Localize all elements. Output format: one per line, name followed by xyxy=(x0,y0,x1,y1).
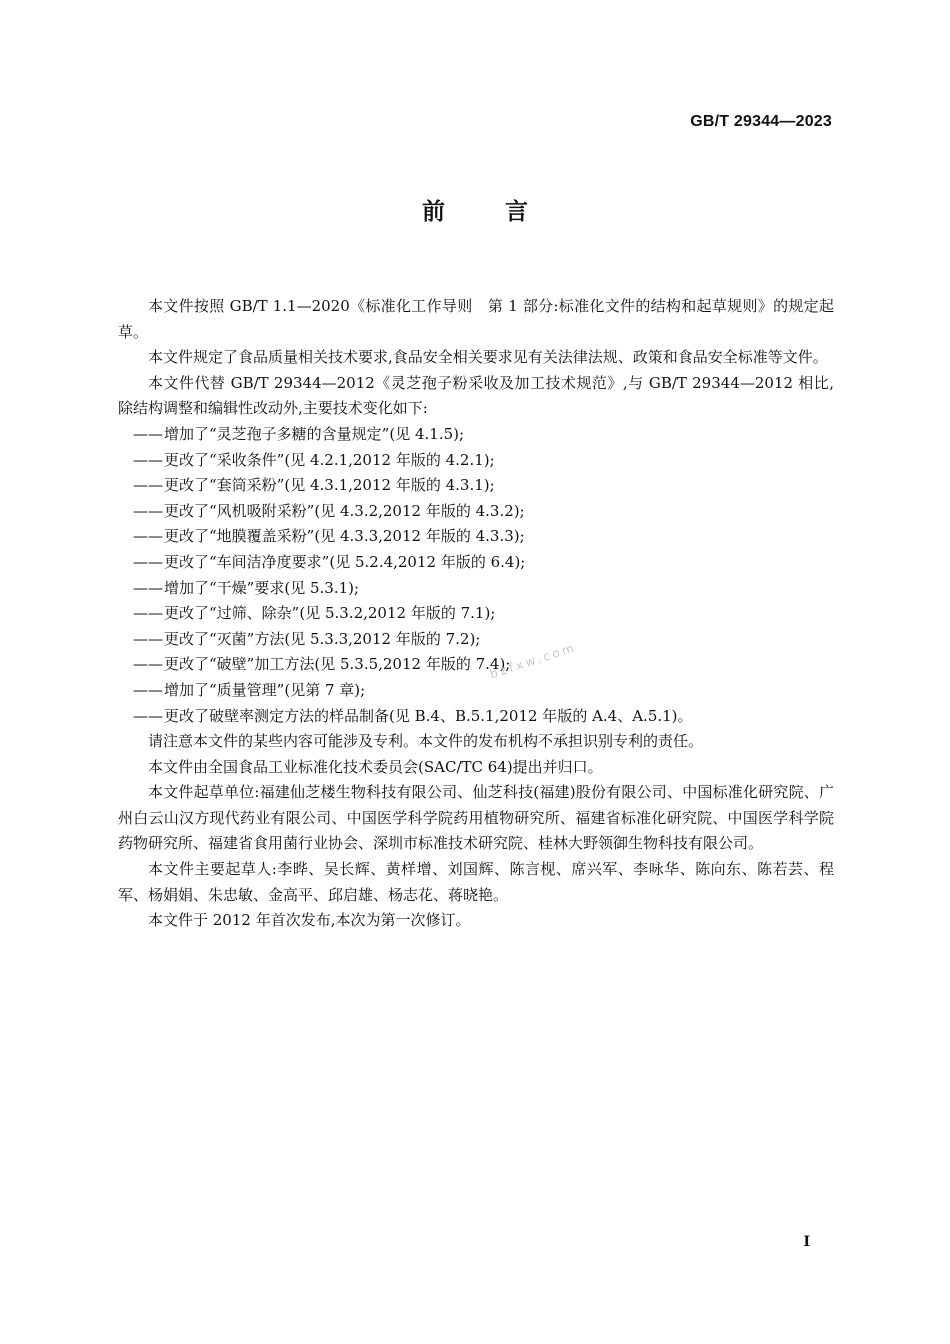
dash: —— xyxy=(133,527,163,546)
change-text: 更改了“车间洁净度要求”(见 5.2.4,2012 年版的 6.4); xyxy=(164,552,526,571)
list-item xyxy=(118,576,834,602)
changes-list xyxy=(118,422,834,729)
dash: —— xyxy=(133,629,163,648)
change-text: 增加了“干燥”要求(见 5.3.1); xyxy=(164,578,360,597)
change-text: 更改了“套筒采粉”(见 4.3.1,2012 年版的 4.3.1); xyxy=(164,476,495,495)
dash: —— xyxy=(133,552,163,571)
dash: —— xyxy=(133,680,163,699)
change-text: 更改了“地膜覆盖采粉”(见 4.3.3,2012 年版的 4.3.3); xyxy=(164,527,525,546)
change-text: 更改了“风机吸附采粉”(见 4.3.2,2012 年版的 4.3.2); xyxy=(164,501,525,520)
paragraph-replacement: 本文件代替 GB/T 29344—2012《灵芝孢子粉采收及加工技术规范》,与 GB/T 29344—2012 相比,除结构调整和编辑性改动外,主要技术变化如下: xyxy=(118,373,834,418)
list-item xyxy=(118,448,834,474)
change-text: 更改了“采收条件”(见 4.2.1,2012 年版的 4.2.1); xyxy=(164,450,495,469)
paragraph-drafting-units: 本文件起草单位:福建仙芝楼生物科技有限公司、仙芝科技(福建)股份有限公司、中国标准化研究院、广州白云山汉方现代药业有限公司、中国医学科学院药用植物研究所、福建省标准化研究院、中国医学科学院药物研究所、福建省食用菌行业协会、深圳市标准技术研究院、桂林大野领御生物科技有限公司。 xyxy=(118,783,834,853)
change-text: 增加了“质量管理”(见第 7 章); xyxy=(164,680,366,699)
paragraph-drafting-rules: 本文件按照 GB/T 1.1—2020《标准化工作导则 第 1 部分:标准化文件的结构和起草规则》的规定起草。 xyxy=(118,297,834,341)
list-item xyxy=(118,473,834,499)
paragraph-proposer: 本文件由全国食品工业标准化技术委员会(SAC/TC 64)提出并归口。 xyxy=(148,757,603,776)
list-item xyxy=(118,524,834,550)
dash: —— xyxy=(133,424,163,443)
list-item xyxy=(118,422,834,448)
list-item xyxy=(118,678,834,704)
paragraph-scope: 本文件规定了食品质量相关技术要求,食品安全相关要求见有关法律法规、政策和食品安全标准等文件。 xyxy=(148,348,828,367)
dash: —— xyxy=(133,578,163,597)
page-title: 前 言 xyxy=(421,199,554,225)
list-item xyxy=(118,499,834,525)
standard-code: GB/T 29344—2023 xyxy=(690,113,832,130)
page-number: I xyxy=(803,1234,810,1250)
change-text: 更改了破壁率测定方法的样品制备(见 B.4、B.5.1,2012 年版的 A.4、A.5.1)。 xyxy=(164,706,693,725)
document-body xyxy=(118,294,834,934)
dash: —— xyxy=(133,450,163,469)
watermark: bzfxw.com xyxy=(488,640,579,682)
list-item xyxy=(118,601,834,627)
change-text: 增加了“灵芝孢子多糖的含量规定”(见 4.1.5); xyxy=(164,424,465,443)
paragraph-history: 本文件于 2012 年首次发布,本次为第一次修订。 xyxy=(148,911,471,930)
list-item xyxy=(118,704,834,730)
dash: —— xyxy=(133,604,163,623)
paragraph-drafters: 本文件主要起草人:李晔、吴长辉、黄样增、刘国辉、陈言枧、席兴军、李咏华、陈向东、陈若芸、程军、杨娟娟、朱忠敏、金高平、邱启雄、杨志花、蒋晓艳。 xyxy=(118,860,834,904)
change-text: 更改了“破壁”加工方法(见 5.3.5,2012 年版的 7.4); xyxy=(164,655,511,674)
list-item xyxy=(118,652,834,678)
paragraph-patent-notice: 请注意本文件的某些内容可能涉及专利。本文件的发布机构不承担识别专利的责任。 xyxy=(148,732,704,751)
list-item xyxy=(118,627,834,653)
change-text: 更改了“灭菌”方法(见 5.3.3,2012 年版的 7.2); xyxy=(164,629,481,648)
dash: —— xyxy=(133,476,163,495)
change-text: 更改了“过筛、除杂”(见 5.3.2,2012 年版的 7.1); xyxy=(164,604,496,623)
dash: —— xyxy=(133,655,163,674)
list-item xyxy=(118,550,834,576)
dash: —— xyxy=(133,706,163,725)
dash: —— xyxy=(133,501,163,520)
